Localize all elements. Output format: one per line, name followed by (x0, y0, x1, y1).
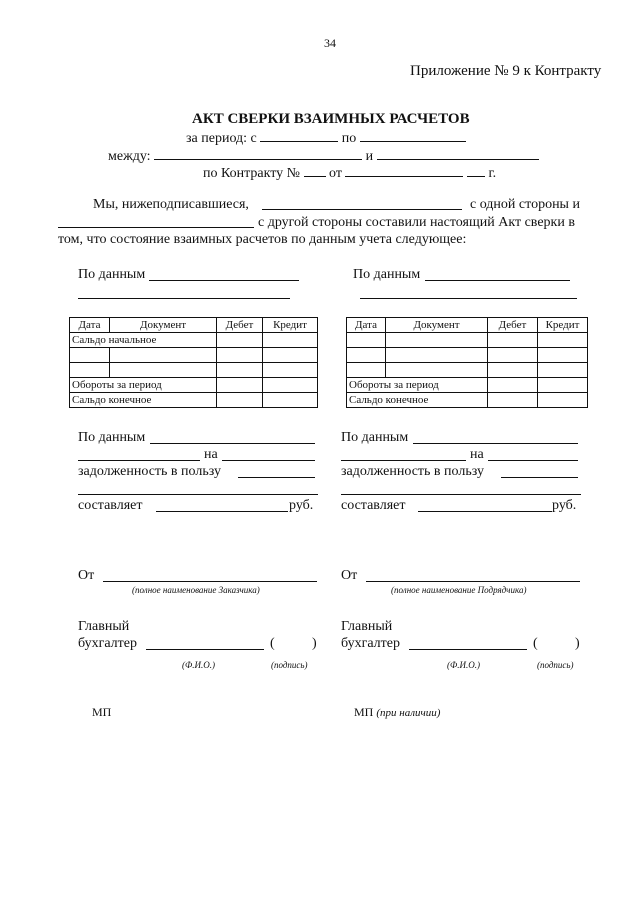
by-data-right-field[interactable] (425, 280, 570, 281)
cell[interactable] (347, 348, 386, 363)
debt-left-date-field[interactable] (222, 460, 315, 461)
document-title: АКТ СВЕРКИ ВЗАИМНЫХ РАСЧЕТОВ (192, 111, 470, 127)
col-document-left: Документ (110, 318, 217, 333)
cell[interactable] (70, 363, 110, 378)
cell[interactable] (217, 378, 263, 393)
by-data-right-field2[interactable] (360, 298, 577, 299)
customer-caption: (полное наименование Заказчика) (132, 585, 260, 595)
by-data-right-label: По данным (353, 267, 421, 282)
accountant-right-paren-close: ) (575, 636, 580, 651)
between-row (108, 147, 539, 165)
cell[interactable] (217, 333, 263, 348)
cell[interactable] (217, 393, 263, 408)
table-gap (318, 363, 347, 378)
col-debit-right: Дебет (488, 318, 538, 333)
table-row (70, 348, 588, 363)
period-from-field[interactable] (260, 129, 338, 142)
cell[interactable] (347, 363, 386, 378)
contractor-caption: (полное наименование Подрядчика) (391, 585, 527, 595)
accountant-right-line2: бухгалтер (341, 636, 400, 651)
col-debit-left: Дебет (217, 318, 263, 333)
table-row (70, 363, 588, 378)
cell[interactable] (263, 378, 318, 393)
debt-right-favor-field2[interactable] (341, 494, 581, 495)
period-to-field[interactable] (360, 129, 466, 142)
debt-right-favor-field[interactable] (501, 477, 578, 478)
between-label: между: (108, 149, 151, 164)
cell[interactable] (488, 378, 538, 393)
cell[interactable] (386, 333, 488, 348)
cell[interactable] (70, 348, 110, 363)
by-data-left-field[interactable] (149, 280, 299, 281)
debt-right-by-data: По данным (341, 430, 409, 445)
period-to-label: по (341, 131, 357, 146)
contract-from-label: от (329, 166, 342, 181)
debt-left-on: на (204, 447, 218, 462)
period-label: за период: с (186, 131, 257, 146)
appendix-note: Приложение № 9 к Контракту (410, 63, 602, 79)
col-date-right: Дата (347, 318, 386, 333)
cell[interactable] (538, 378, 588, 393)
turnover-left-label: Обороты за период (70, 378, 217, 393)
table-row (70, 378, 588, 393)
debt-left-amount-field[interactable] (156, 511, 288, 512)
fio-caption-left: (Ф.И.О.) (182, 660, 215, 670)
party1-field[interactable] (154, 147, 362, 160)
debt-left-in-favor: задолженность в пользу (78, 464, 221, 479)
stamp-right-note: (при наличии) (376, 707, 441, 719)
cell[interactable] (217, 348, 263, 363)
table-gap (318, 333, 347, 348)
debt-right-by-data-field[interactable] (413, 443, 578, 444)
accountant-left-line1: Главный (78, 619, 130, 634)
debt-left-favor-field[interactable] (238, 477, 315, 478)
signatory1-field[interactable] (262, 209, 462, 210)
debt-right-currency: руб. (552, 498, 577, 513)
table-gap (318, 393, 347, 408)
debt-right-date-field[interactable] (488, 460, 578, 461)
contractor-name-field[interactable] (366, 581, 580, 582)
contract-date-field[interactable] (345, 164, 463, 177)
cell[interactable] (538, 393, 588, 408)
cell[interactable] (263, 348, 318, 363)
cell[interactable] (488, 333, 538, 348)
cell[interactable] (538, 333, 588, 348)
turnover-right-label: Обороты за период (347, 378, 488, 393)
accountant-left-name-field[interactable] (146, 649, 264, 650)
contract-label: по Контракту № (203, 166, 301, 181)
intro-line1-start: Мы, нижеподписавшиеся, (93, 197, 249, 212)
debt-left-party-field[interactable] (78, 460, 200, 461)
debt-left-favor-field2[interactable] (78, 494, 318, 495)
stamp-right-label: МП (354, 705, 374, 719)
cell[interactable] (386, 363, 488, 378)
table-row (70, 393, 588, 408)
cell[interactable] (110, 363, 217, 378)
debt-right-party-field[interactable] (341, 460, 466, 461)
accountant-right-name-field[interactable] (409, 649, 527, 650)
table-gap (318, 348, 347, 363)
period-row (186, 129, 466, 147)
sign-caption-left: (подпись) (271, 660, 308, 670)
table-row (70, 333, 588, 348)
fio-caption-right: (Ф.И.О.) (447, 660, 480, 670)
accountant-left-paren-open: ( (270, 636, 275, 651)
debt-left-amount-label: составляет (78, 498, 143, 513)
party2-field[interactable] (377, 147, 539, 160)
debt-right-amount-field[interactable] (418, 511, 552, 512)
table-gap (318, 318, 347, 333)
col-credit-left: Кредит (263, 318, 318, 333)
accountant-left-line2: бухгалтер (78, 636, 137, 651)
reconciliation-table (69, 317, 588, 408)
cell[interactable] (263, 333, 318, 348)
cell[interactable] (110, 348, 217, 363)
customer-name-field[interactable] (103, 581, 317, 582)
intro-line1-end: с одной стороны и (470, 197, 580, 212)
cell[interactable] (488, 393, 538, 408)
debt-right-in-favor: задолженность в пользу (341, 464, 484, 479)
intro-line3: том, что состояние взаимных расчетов по данным учета следующее: (58, 232, 467, 247)
table-gap (318, 378, 347, 393)
stamp-right (354, 704, 440, 721)
from-left-label: От (78, 568, 95, 583)
col-credit-right: Кредит (538, 318, 588, 333)
by-data-left-field2[interactable] (78, 298, 290, 299)
between-and: и (365, 149, 374, 164)
opening-balance-label: Сальдо начальное (70, 333, 217, 348)
accountant-right-line1: Главный (341, 619, 393, 634)
sign-caption-right: (подпись) (537, 660, 574, 670)
cell[interactable] (488, 348, 538, 363)
table-header-row (70, 318, 588, 333)
debt-left-by-data-field[interactable] (150, 443, 315, 444)
cell[interactable] (347, 333, 386, 348)
contract-year-field[interactable] (467, 164, 485, 177)
cell[interactable] (488, 363, 538, 378)
contract-row (203, 164, 496, 182)
debt-left-currency: руб. (289, 498, 314, 513)
from-right-label: От (341, 568, 358, 583)
closing-left-label: Сальдо конечное (70, 393, 217, 408)
cell[interactable] (263, 363, 318, 378)
page-number: 34 (324, 36, 336, 50)
by-data-left-label: По данным (78, 267, 146, 282)
closing-right-label: Сальдо конечное (347, 393, 488, 408)
accountant-left-paren-close: ) (312, 636, 317, 651)
cell[interactable] (538, 348, 588, 363)
cell[interactable] (538, 363, 588, 378)
cell[interactable] (263, 393, 318, 408)
debt-right-amount-label: составляет (341, 498, 406, 513)
accountant-right-paren-open: ( (533, 636, 538, 651)
cell[interactable] (386, 348, 488, 363)
contract-year-label: г. (488, 166, 497, 181)
stamp-left: МП (92, 705, 112, 719)
cell[interactable] (217, 363, 263, 378)
intro-line2-end: с другой стороны составили настоящий Акт сверки в (258, 215, 575, 230)
contract-number-field[interactable] (304, 164, 326, 177)
debt-left-by-data: По данным (78, 430, 146, 445)
debt-right-on: на (470, 447, 484, 462)
signatory2-field[interactable] (58, 227, 254, 228)
col-date-left: Дата (70, 318, 110, 333)
col-document-right: Документ (386, 318, 488, 333)
